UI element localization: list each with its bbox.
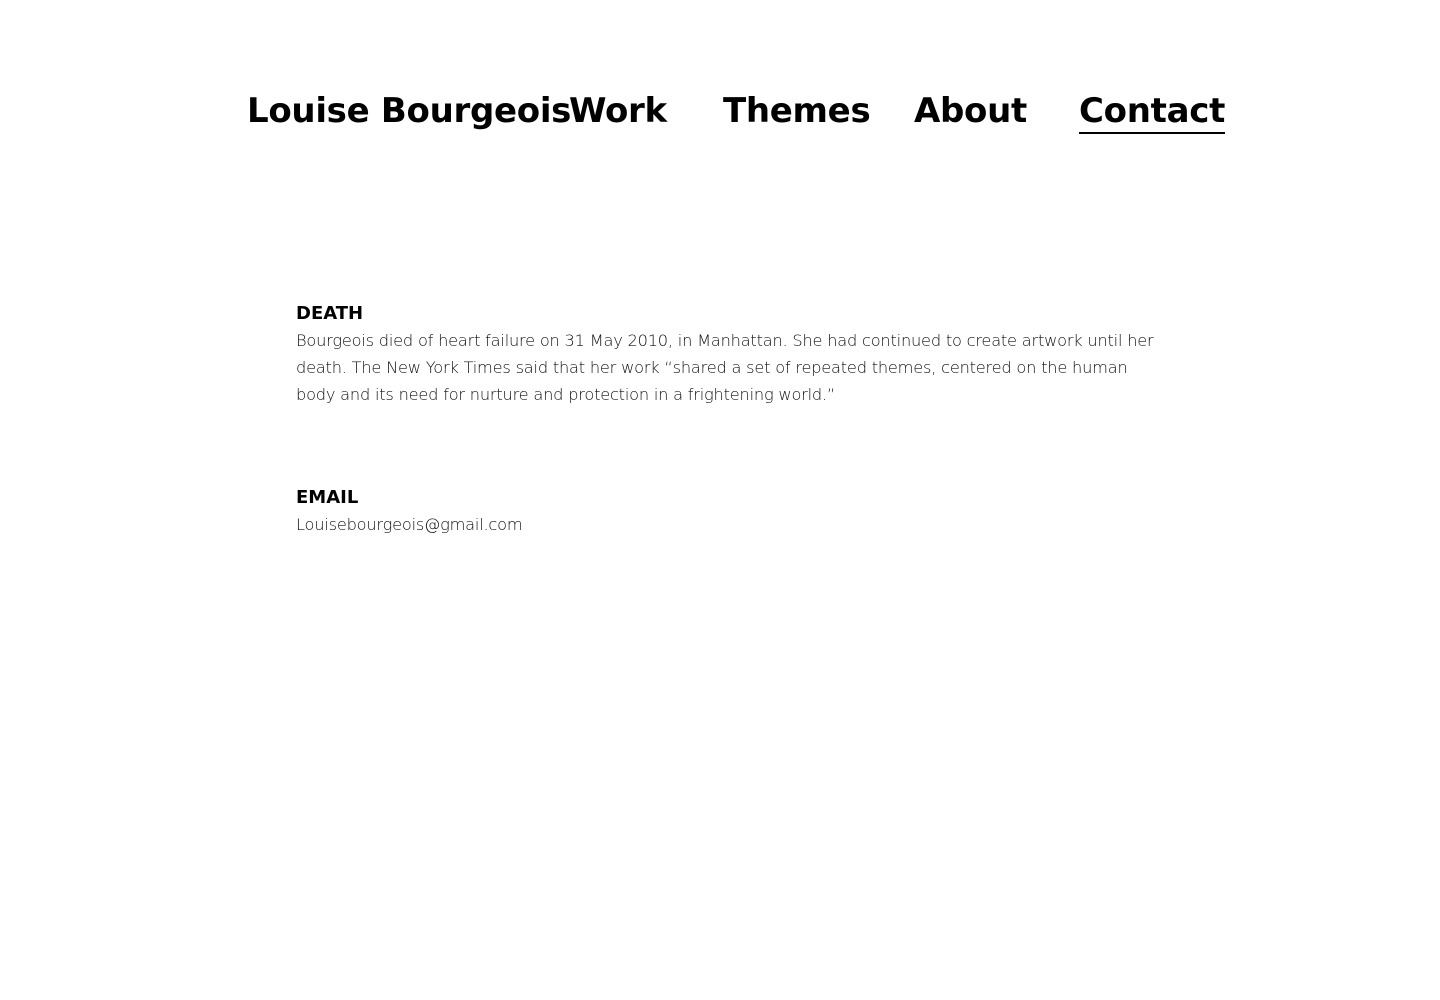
site-header xyxy=(0,0,1440,170)
death-paragraph: Bourgeois died of heart failure on 31 May 2010, in Manhattan. She had continued to create artwork until her death. The New York Times said that her work “shared a set of repeated themes, centered on the human body and its need for nurture and protection in a frightening world.” xyxy=(296,331,1154,404)
nav-work[interactable]: Work xyxy=(569,91,667,131)
nav-themes[interactable]: Themes xyxy=(723,91,871,131)
death-section xyxy=(296,300,1156,408)
email-link[interactable]: Louisebourgeois@gmail.com xyxy=(296,515,523,534)
nav-about[interactable]: About xyxy=(914,91,1027,131)
nav-contact-active[interactable]: Contact xyxy=(1079,90,1225,134)
email-heading: EMAIL xyxy=(296,487,359,508)
email-address-line xyxy=(296,511,1156,538)
brand-link[interactable]: Louise Bourgeois xyxy=(247,91,572,131)
email-section xyxy=(296,484,1156,538)
death-heading: DEATH xyxy=(296,303,364,324)
